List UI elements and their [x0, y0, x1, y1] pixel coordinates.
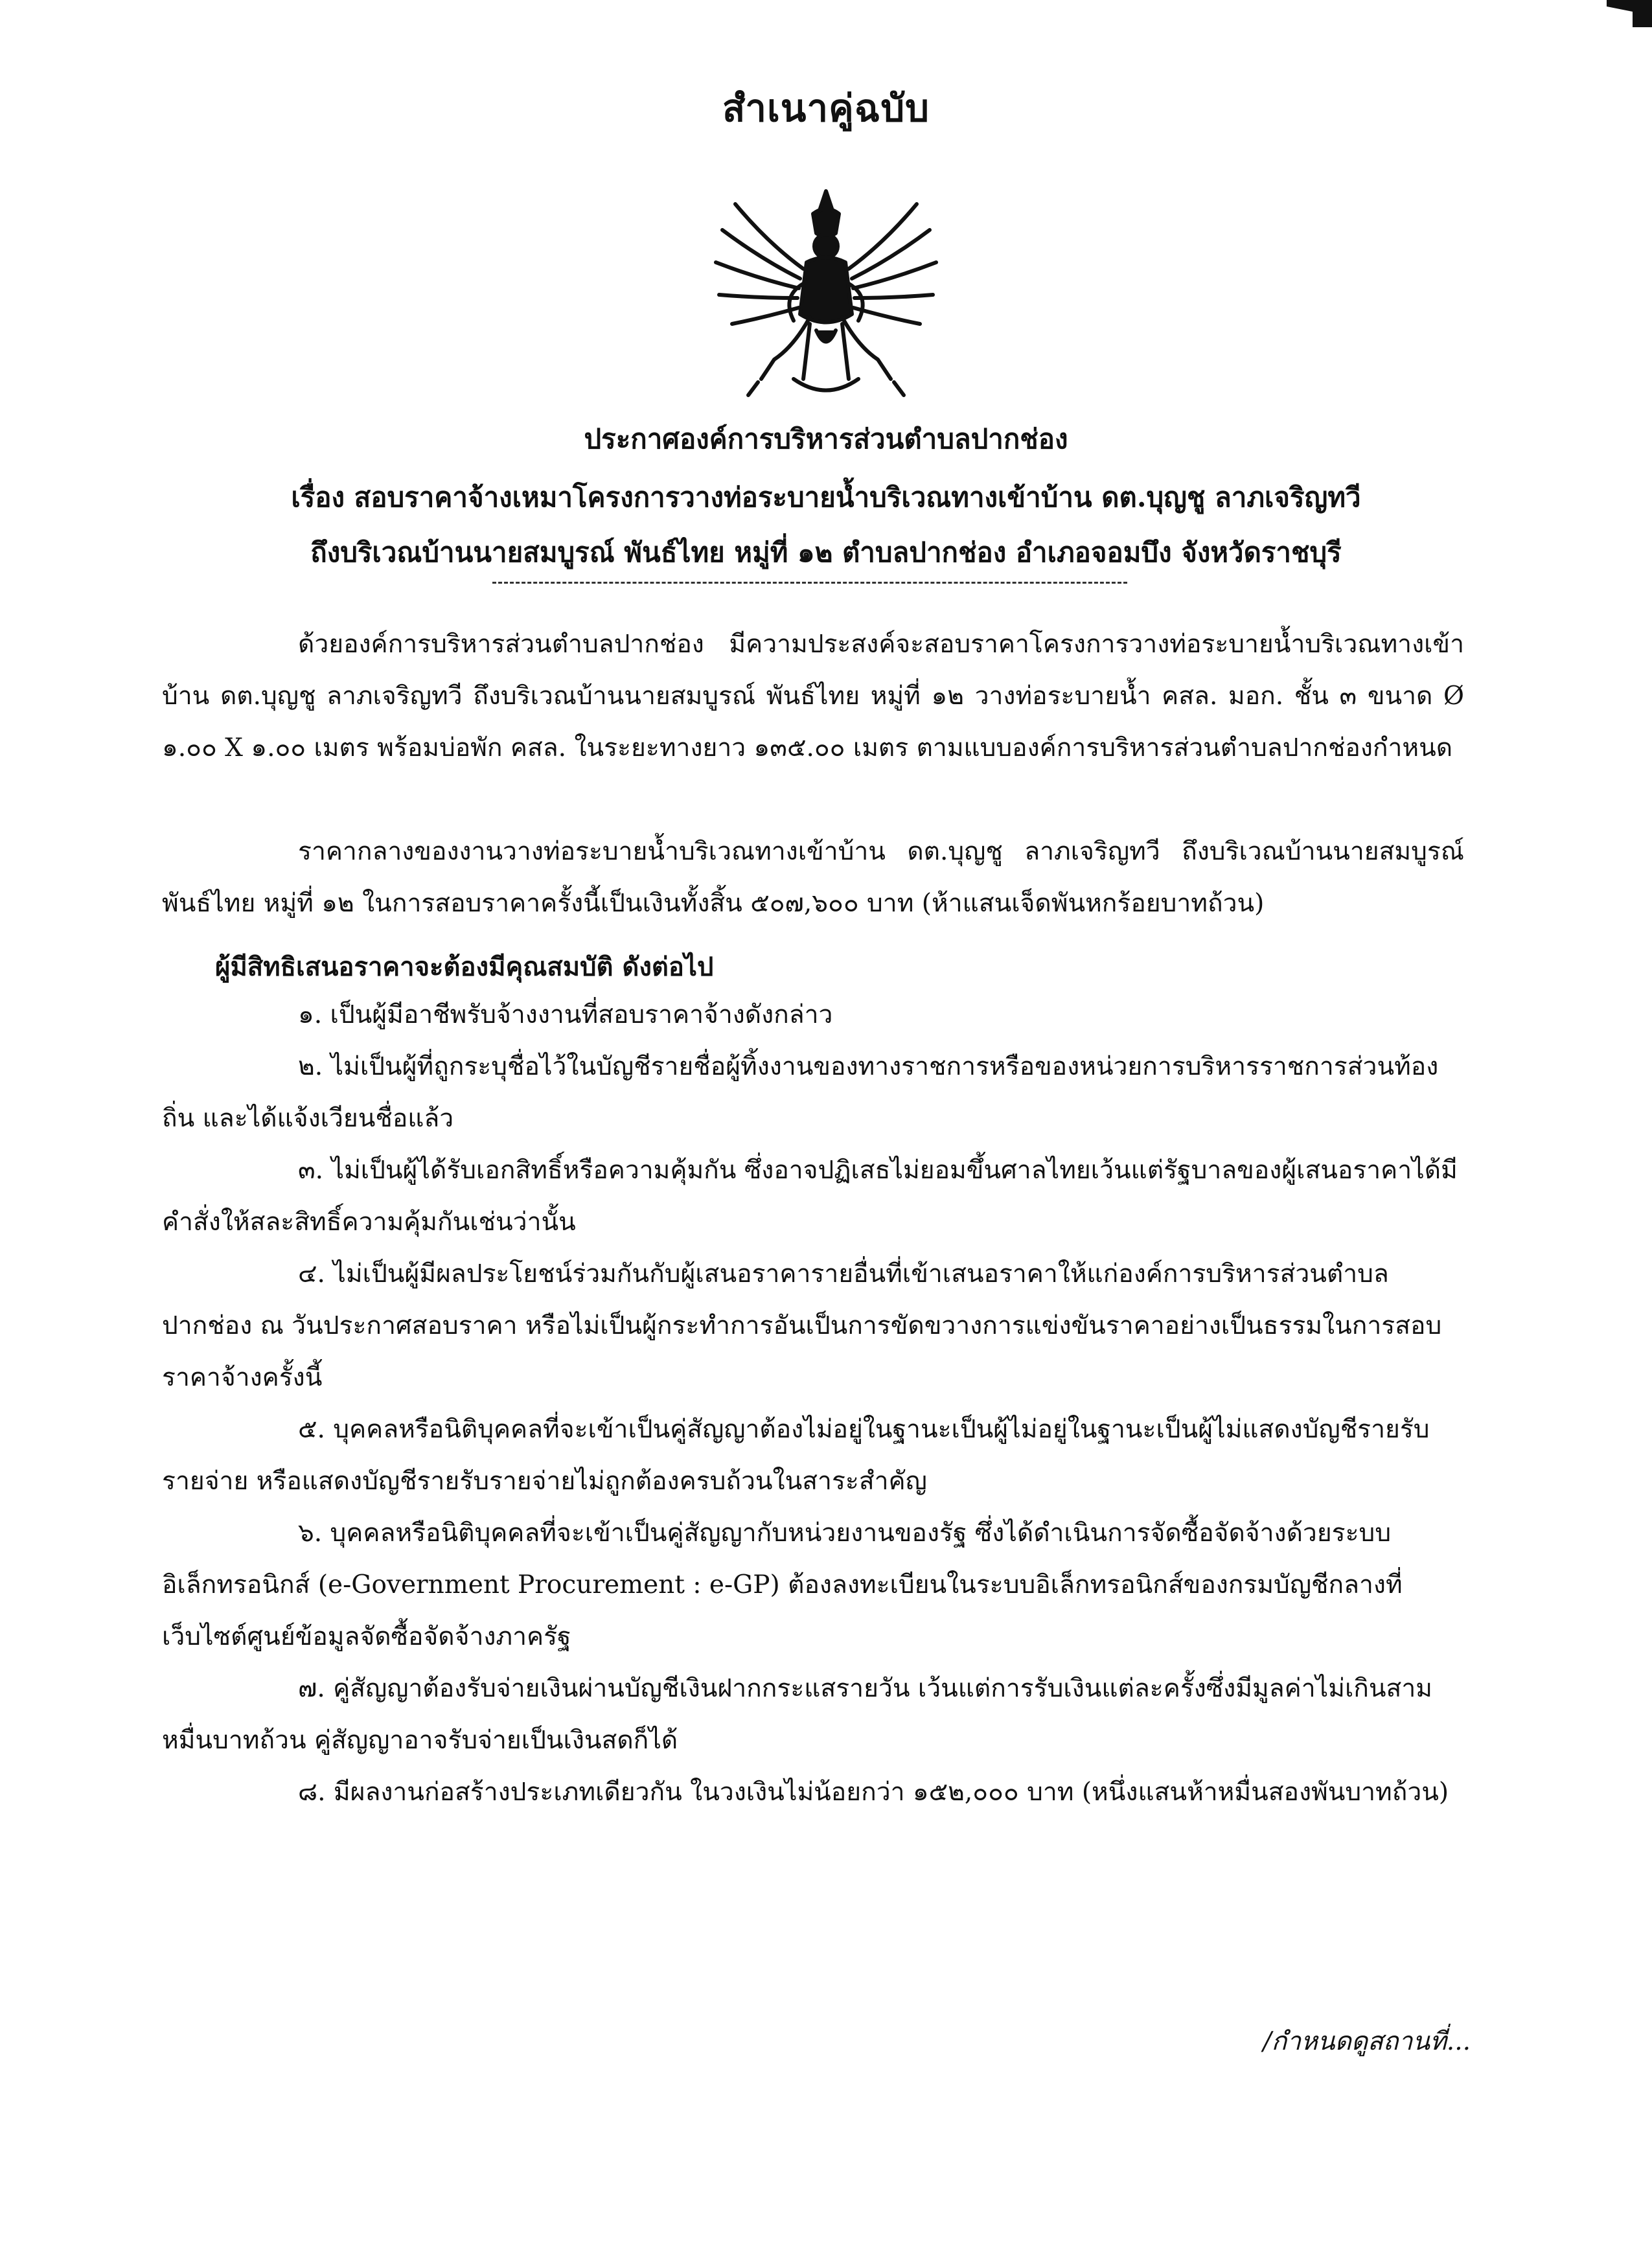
announcement-subject-line-2: ถึงบริเวณบ้านนายสมบูรณ์ พันธ์ไทย หมู่ที่ ๑๒ ตำบลปากช่อง อำเภอจอมบึง จังหวัดราชบุรี — [310, 536, 1342, 568]
copy-stamp: สำเนาคู่ฉบับ — [722, 86, 930, 130]
announcement-title: ประกาศองค์การบริหารส่วนตำบลปากช่อง — [584, 423, 1068, 455]
qualification-item-8: ๘. มีผลงานก่อสร้างประเภทเดียวกัน ในวงเงินไม่น้อยกว่า ๑๕๒,๐๐๐ บาท (หนึ่งแสนห้าหมื่นสองพันบาทถ้วน) — [298, 1778, 1449, 1807]
qualification-item-2: ๒. ไม่เป็นผู้ที่ถูกระบุชื่อไว้ในบัญชีรายชื่อผู้ทิ้งงานของทางราชการหรือของหน่วยการบริหารราชการส่วนท้องถิ่น และได้แจ้งเวียนชื่อแล้ว — [162, 1052, 1439, 1133]
qualification-item-1: ๑. เป็นผู้มีอาชีพรับจ้างงานที่สอบราคาจ้างดังกล่าว — [298, 1000, 833, 1029]
qualifications-heading: ผู้มีสิทธิเสนอราคาจะต้องมีคุณสมบัติ ดังต่อไป — [215, 952, 714, 982]
announcement-subject-line-1: เรื่อง สอบราคาจ้างเหมาโครงการวางท่อระบายน้ำบริเวณทางเข้าบ้าน ดต.บุญชู ลาภเจริญทวี — [291, 481, 1361, 513]
qualification-item-5: ๕. บุคคลหรือนิติบุคคลที่จะเข้าเป็นคู่สัญญาต้องไม่อยู่ในฐานะเป็นผู้ไม่อยู่ในฐานะเป็นผู้ไม่แสดงบัญชีรายรับรายจ่าย หรือแสดงบัญชีรายรับรายจ่ายไม่ถูกต้องครบถ้วนในสาระสำคัญ — [162, 1415, 1430, 1496]
qualification-item-7: ๗. คู่สัญญาต้องรับจ่ายเงินผ่านบัญชีเงินฝากกระแสรายวัน เว้นแต่การรับเงินแต่ละครั้งซึ่งมีมูลค่าไม่เกินสามหมื่นบาทถ้วน คู่สัญญาอาจรับจ่ายเป็นเงินสดก็ได้ — [162, 1674, 1432, 1755]
dashed-divider — [492, 582, 1127, 584]
qualification-item-4: ๔. ไม่เป็นผู้มีผลประโยชน์ร่วมกันกับผู้เสนอราคารายอื่นที่เข้าเสนอราคาให้แก่องค์การบริหารส่วนตำบลปากช่อง ณ วันประกาศสอบราคา หรือไม่เป็นผู้กระทำการอันเป็นการขัดขวางการแข่งขันราคาอย่างเป็นธรรมในการสอบราคาจ้างครั้งนี้ — [162, 1259, 1442, 1392]
intro-paragraph: ด้วยองค์การบริหารส่วนตำบลปากช่อง มีความประสงค์จะสอบราคาโครงการวางท่อระบายน้ำบริเวณทางเข้าบ้าน ดต.บุญชู ลาภเจริญทวี ถึงบริเวณบ้านนายสมบูรณ์ พันธ์ไทย หมู่ที่ ๑๒ วางท่อระบายน้ำ คสล. มอก. ชั้น ๓ ขนาด Ø ๑.๐๐ X ๑.๐๐ เมตร พร้อมบ่อพัก คสล. ในระยะทางยาว ๑๓๕.๐๐ เมตร ตามแบบองค์การบริหารส่วนตำบลปากช่องกำหนด — [162, 630, 1464, 762]
qualification-item-6: ๖. บุคคลหรือนิติบุคคลที่จะเข้าเป็นคู่สัญญากับหน่วยงานของรัฐ ซึ่งได้ดำเนินการจัดซื้อจัดจ้างด้วยระบบอิเล็กทรอนิกส์ (e-Government Procurement : e-GP) ต้องลงทะเบียนในระบบอิเล็กทรอนิกส์ของกรมบัญชีกลางที่เว็บไซต์ศูนย์ข้อมูลจัดซื้อจัดจ้างภาครัฐ — [162, 1518, 1403, 1651]
corner-scan-mark — [1607, 0, 1652, 27]
median-price-paragraph: ราคากลางของงานวางท่อระบายน้ำบริเวณทางเข้าบ้าน ดต.บุญชู ลาภเจริญทวี ถึงบริเวณบ้านนายสมบูรณ์ พันธ์ไทย หมู่ที่ ๑๒ ในการสอบราคาครั้งนี้เป็นเงินทั้งสิ้น ๕๐๗,๖๐๐ บาท (ห้าแสนเจ็ดพันหกร้อยบาทถ้วน) — [162, 837, 1464, 918]
qualification-item-3: ๓. ไม่เป็นผู้ได้รับเอกสิทธิ์หรือความคุ้มกัน ซึ่งอาจปฏิเสธไม่ยอมขึ้นศาลไทยเว้นแต่รัฐบาลของผู้เสนอราคาได้มีคำสั่งให้สละสิทธิ์ความคุ้มกันเช่นว่านั้น — [162, 1156, 1458, 1237]
garuda-emblem-icon — [696, 185, 956, 405]
page-continuation: /กำหนดดูสถานที่... — [1263, 2027, 1471, 2056]
